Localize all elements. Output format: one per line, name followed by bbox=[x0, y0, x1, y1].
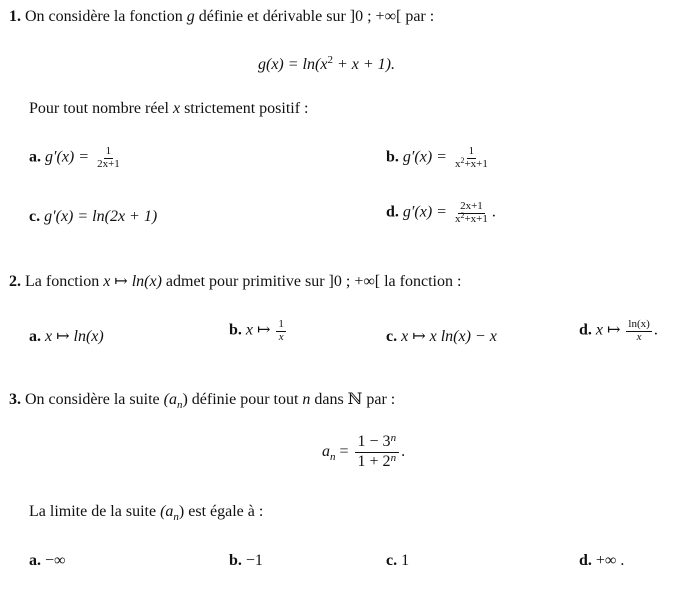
fraction: $\frac{1 - 3^n}{1 + 2^n}$ bbox=[355, 433, 400, 472]
question-3-choice-d[interactable]: d. +∞ . bbox=[579, 552, 625, 569]
question-3-statement: La limite de la suite $(a_n)$ est égale à : bbox=[29, 503, 264, 523]
fraction: $\frac{\ln(x)}{x}$ bbox=[628, 318, 650, 343]
question-3-number: 3. bbox=[9, 391, 21, 408]
question-1-statement: Pour tout nombre réel x strictement positif : bbox=[29, 100, 309, 117]
fraction: $\frac{1}{2x+1}$ bbox=[97, 145, 120, 170]
fraction: $\frac{2x+1}{x^2+x+1}$ bbox=[454, 200, 488, 225]
fraction: $\frac{1}{x}$ bbox=[278, 318, 284, 343]
question-2-intro: 2. La fonction x ↦ ln(x) admet pour primitive sur ]0 ; +∞[ la fonction : bbox=[9, 273, 462, 290]
question-1-choice-d[interactable]: d. g′(x) = $\frac{2x+1}{x^2+x+1}$ . bbox=[386, 200, 496, 225]
question-1-intro: 1. On considère la fonction g définie et dérivable sur ]0 ; +∞[ par : bbox=[9, 8, 435, 25]
question-3-choice-b[interactable]: b. −1 bbox=[229, 552, 263, 569]
question-2-choice-d[interactable]: d. x ↦ $\frac{\ln(x)}{x}$ . bbox=[579, 318, 658, 343]
question-1-choice-b[interactable]: b. g′(x) = $\frac{1}{x^2+x+1}$ bbox=[386, 145, 488, 170]
question-2-number: 2. bbox=[9, 273, 21, 290]
question-2-choice-c[interactable]: c. x ↦ x ln(x) − x bbox=[386, 328, 497, 345]
question-3-choice-a[interactable]: a. −∞ bbox=[29, 552, 66, 569]
question-1-choice-c[interactable]: c. g′(x) = ln(2x + 1) bbox=[29, 208, 158, 225]
question-2-choice-b[interactable]: b. x ↦ $\frac{1}{x}$ bbox=[229, 318, 284, 343]
question-1-choice-a[interactable]: a. g′(x) = $\frac{1}{2x+1}$ bbox=[29, 145, 120, 170]
fraction: $\frac{1}{x^2+x+1}$ bbox=[454, 145, 488, 170]
question-3-choice-c[interactable]: c. 1 bbox=[386, 552, 410, 569]
question-3-intro: 3. On considère la suite $(a_n)$ définie pour tout n dans ℕ par : bbox=[9, 391, 396, 411]
question-2-choice-a[interactable]: a. x ↦ ln(x) bbox=[29, 328, 104, 345]
question-1-number: 1. bbox=[9, 8, 21, 25]
question-1-formula: $g(x) = \ln(x^2 + x + 1)$. bbox=[258, 54, 395, 73]
question-3-formula: $a_n$ = $\frac{1 - 3^n}{1 + 2^n}$ . bbox=[322, 432, 406, 470]
